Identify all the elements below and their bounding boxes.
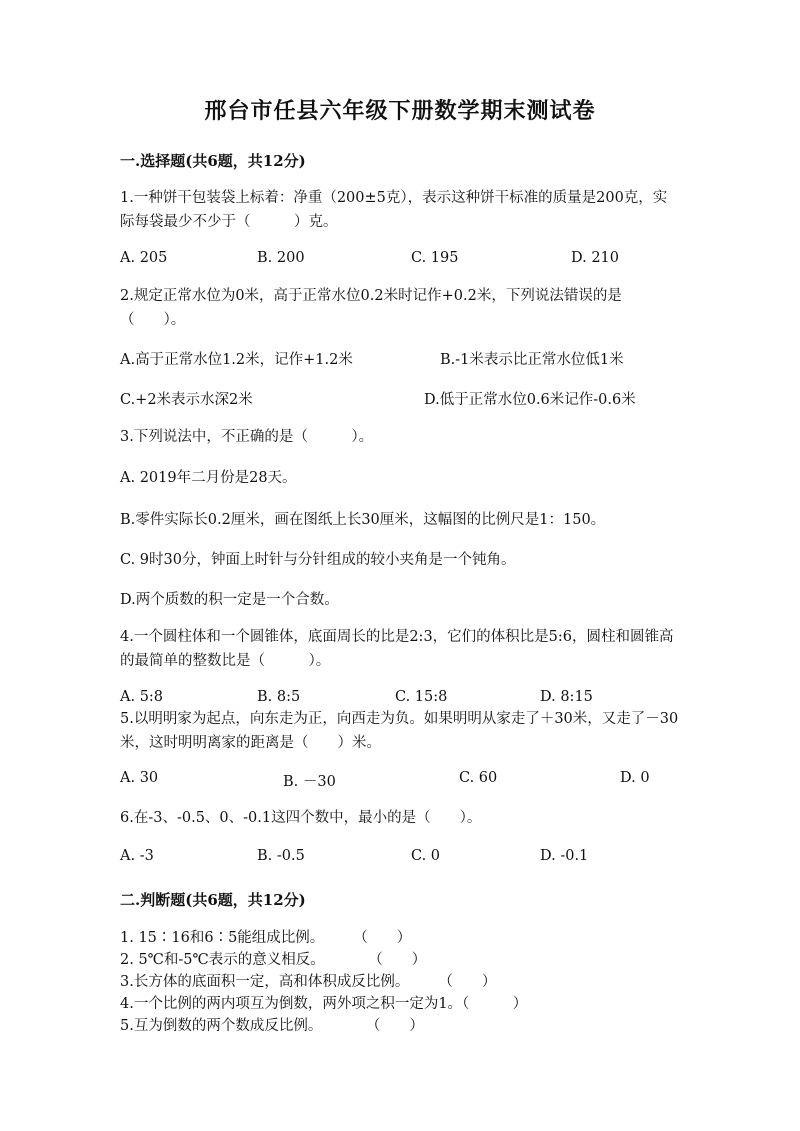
q4-option-b: B. 8:5 [257, 689, 301, 705]
judge-item-1: 1. 15∶16和6∶5能组成比例。 （ ） [120, 930, 412, 946]
q1-option-d: D. 210 [571, 250, 620, 266]
judge-item-2: 2. 5℃和-5℃表示的意义相反。 （ ） [120, 952, 427, 968]
section-heading-judge: 二.判断题(共6题，共12分) [120, 891, 306, 909]
q5-option-b: B. －30 [283, 774, 336, 790]
q3-option-c: C. 9时30分，钟面上时针与分针组成的较小夹角是一个钝角。 [120, 552, 516, 568]
q6-option-a: A. -3 [120, 848, 154, 864]
question-6: 6.在-3、-0.5、0、-0.1这四个数中，最小的是（ ）。 [120, 810, 482, 826]
q2-option-c: C.+2米表示水深2米 [120, 392, 253, 408]
question-3: 3.下列说法中，不正确的是（ ）。 [120, 429, 374, 445]
question-5: 5.以明明家为起点，向东走为正，向西走为负。如果明明从家走了＋30米，又走了－30米，这时明明离家的距离是（ ）米。 [120, 711, 679, 751]
judge-item-5: 5.互为倒数的两个数成反比例。 （ ） [120, 1018, 424, 1034]
q6-option-d: D. -0.1 [540, 848, 589, 864]
q5-option-c: C. 60 [459, 770, 498, 786]
q3-option-b: B.零件实际长0.2厘米，画在图纸上长30厘米，这幅图的比例尺是1：150。 [120, 512, 606, 528]
q2-option-a: A.高于正常水位1.2米，记作+1.2米 [120, 352, 353, 368]
q5-option-a: A. 30 [120, 770, 159, 786]
q1-option-c: C. 195 [411, 250, 459, 266]
page-title: 邢台市任县六年级下册数学期末测试卷 [204, 98, 596, 124]
section-heading-choice: 一.选择题(共6题，共12分) [120, 152, 306, 170]
q2-option-d: D.低于正常水位0.6米记作-0.6米 [424, 392, 636, 408]
q6-option-b: B. -0.5 [257, 848, 305, 864]
q6-option-c: C. 0 [411, 848, 441, 864]
q3-option-a: A. 2019年二月份是28天。 [120, 470, 297, 486]
judge-item-3: 3.长方体的底面积一定，高和体积成反比例。 （ ） [120, 974, 497, 990]
judge-item-4: 4.一个比例的两内项互为倒数，两外项之积一定为1。（ ） [120, 996, 528, 1012]
q4-option-c: C. 15:8 [395, 689, 448, 705]
q2-option-b: B.-1米表示比正常水位低1米 [440, 352, 624, 368]
question-1: 1.一种饼干包装袋上标着：净重（200±5克），表示这种饼干标准的质量是200克，实际每袋最少不少于（ ）克。 [120, 190, 668, 230]
q1-option-b: B. 200 [257, 250, 305, 266]
q1-option-a: A. 205 [120, 250, 168, 266]
question-4: 4.一个圆柱体和一个圆锥体，底面周长的比是2:3，它们的体积比是5:6，圆柱和圆锥高的最简单的整数比是（ ）。 [120, 629, 674, 669]
q4-option-d: D. 8:15 [540, 689, 593, 705]
q5-option-d: D. 0 [620, 770, 650, 786]
q3-option-d: D.两个质数的积一定是一个合数。 [120, 592, 339, 608]
question-2: 2.规定正常水位为0米，高于正常水位0.2米时记作+0.2米，下列说法错误的是（ ）。 [120, 288, 622, 328]
q4-option-a: A. 5:8 [120, 689, 164, 705]
